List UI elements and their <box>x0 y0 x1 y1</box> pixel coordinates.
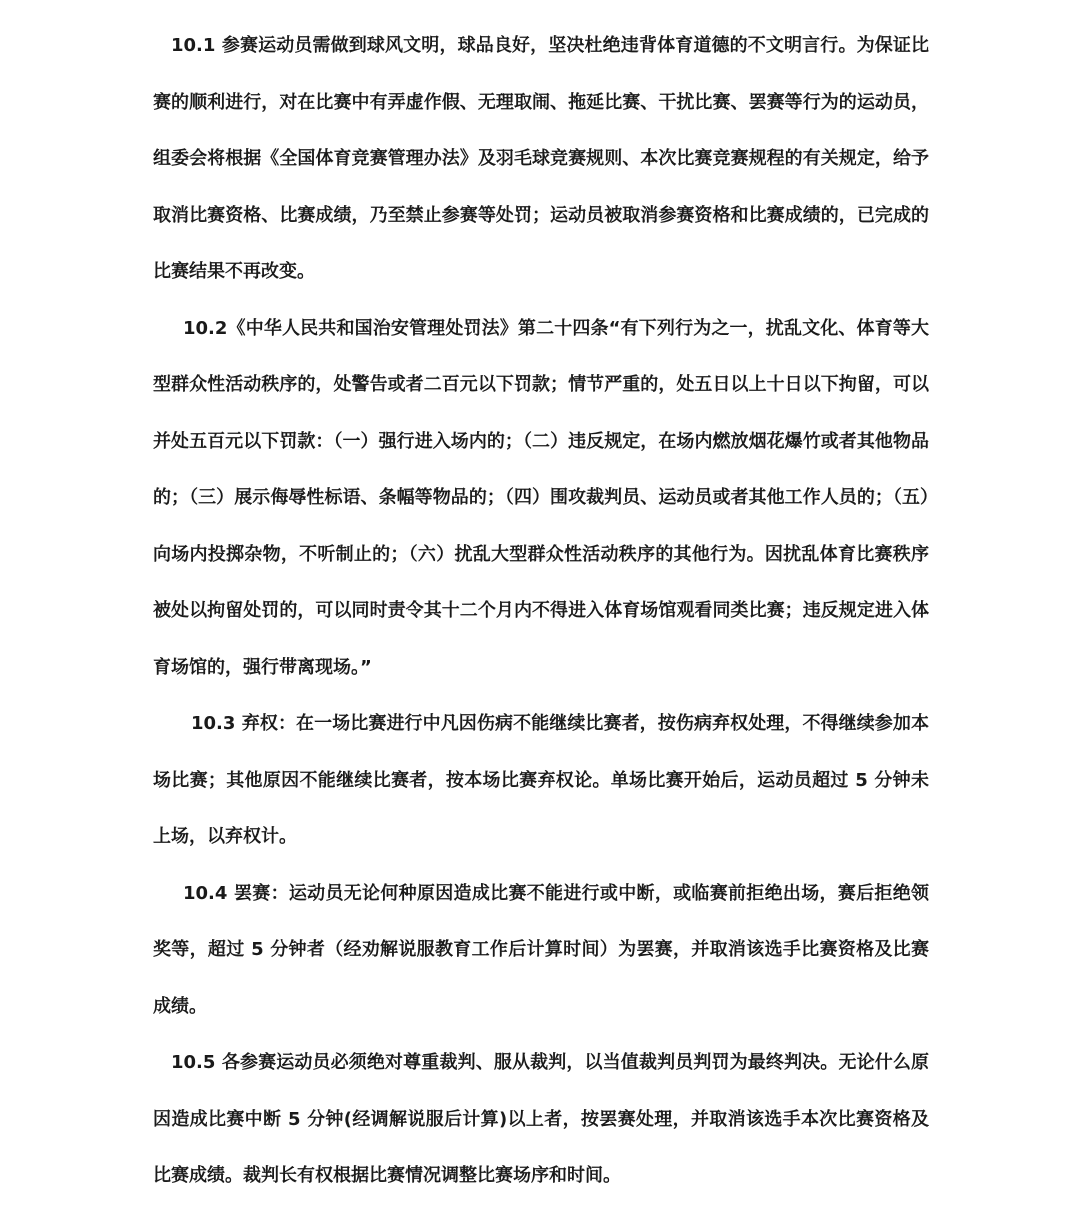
paragraph-10-3: 10.3 弃权：在一场比赛进行中凡因伤病不能继续比赛者，按伤病弃权处理，不得继续参加本场比赛；其他原因不能继续比赛者，按本场比赛弃权论。单场比赛开始后，运动员超过 5 分钟未上场，以弃权计。 <box>153 713 929 847</box>
document-body <box>153 18 929 1205</box>
paragraph-10-5: 10.5 各参赛运动员必须绝对尊重裁判、服从裁判，以当值裁判员判罚为最终判决。无论什么原因造成比赛中断 5 分钟(经调解说服后计算)以上者，按罢赛处理，并取消该选手本次比赛资格及比赛成绩。裁判长有权根据比赛情况调整比赛场序和时间。 <box>153 1052 929 1186</box>
paragraph-10-2: 10.2《中华人民共和国治安管理处罚法》第二十四条“有下列行为之一，扰乱文化、体育等大型群众性活动秩序的，处警告或者二百元以下罚款；情节严重的，处五日以上十日以下拘留，可以并处五百元以下罚款：（一）强行进入场内的；（二）违反规定，在场内燃放烟花爆竹或者其他物品的；（三）展示侮辱性标语、条幅等物品的；（四）围攻裁判员、运动员或者其他工作人员的；（五）向场内投掷杂物，不听制止的；（六）扰乱大型群众性活动秩序的其他行为。因扰乱体育比赛秩序被处以拘留处罚的，可以同时责令其十二个月内不得进入体育场馆观看同类比赛；违反规定进入体育场馆的，强行带离现场。” <box>153 317 929 678</box>
paragraph-10-1: 10.1 参赛运动员需做到球风文明，球品良好，坚决杜绝违背体育道德的不文明言行。为保证比赛的顺利进行，对在比赛中有弄虚作假、无理取闹、拖延比赛、干扰比赛、罢赛等行为的运动员，组委会将根据《全国体育竞赛管理办法》及羽毛球竞赛规则、本次比赛竞赛规程的有关规定，给予取消比赛资格、比赛成绩，乃至禁止参赛等处罚；运动员被取消参赛资格和比赛成绩的，已完成的比赛结果不再改变。 <box>153 35 929 282</box>
paragraph-10-4: 10.4 罢赛：运动员无论何种原因造成比赛不能进行或中断，或临赛前拒绝出场，赛后拒绝领奖等，超过 5 分钟者（经劝解说服教育工作后计算时间）为罢赛，并取消该选手比赛资格及比赛成绩。 <box>153 882 929 1017</box>
